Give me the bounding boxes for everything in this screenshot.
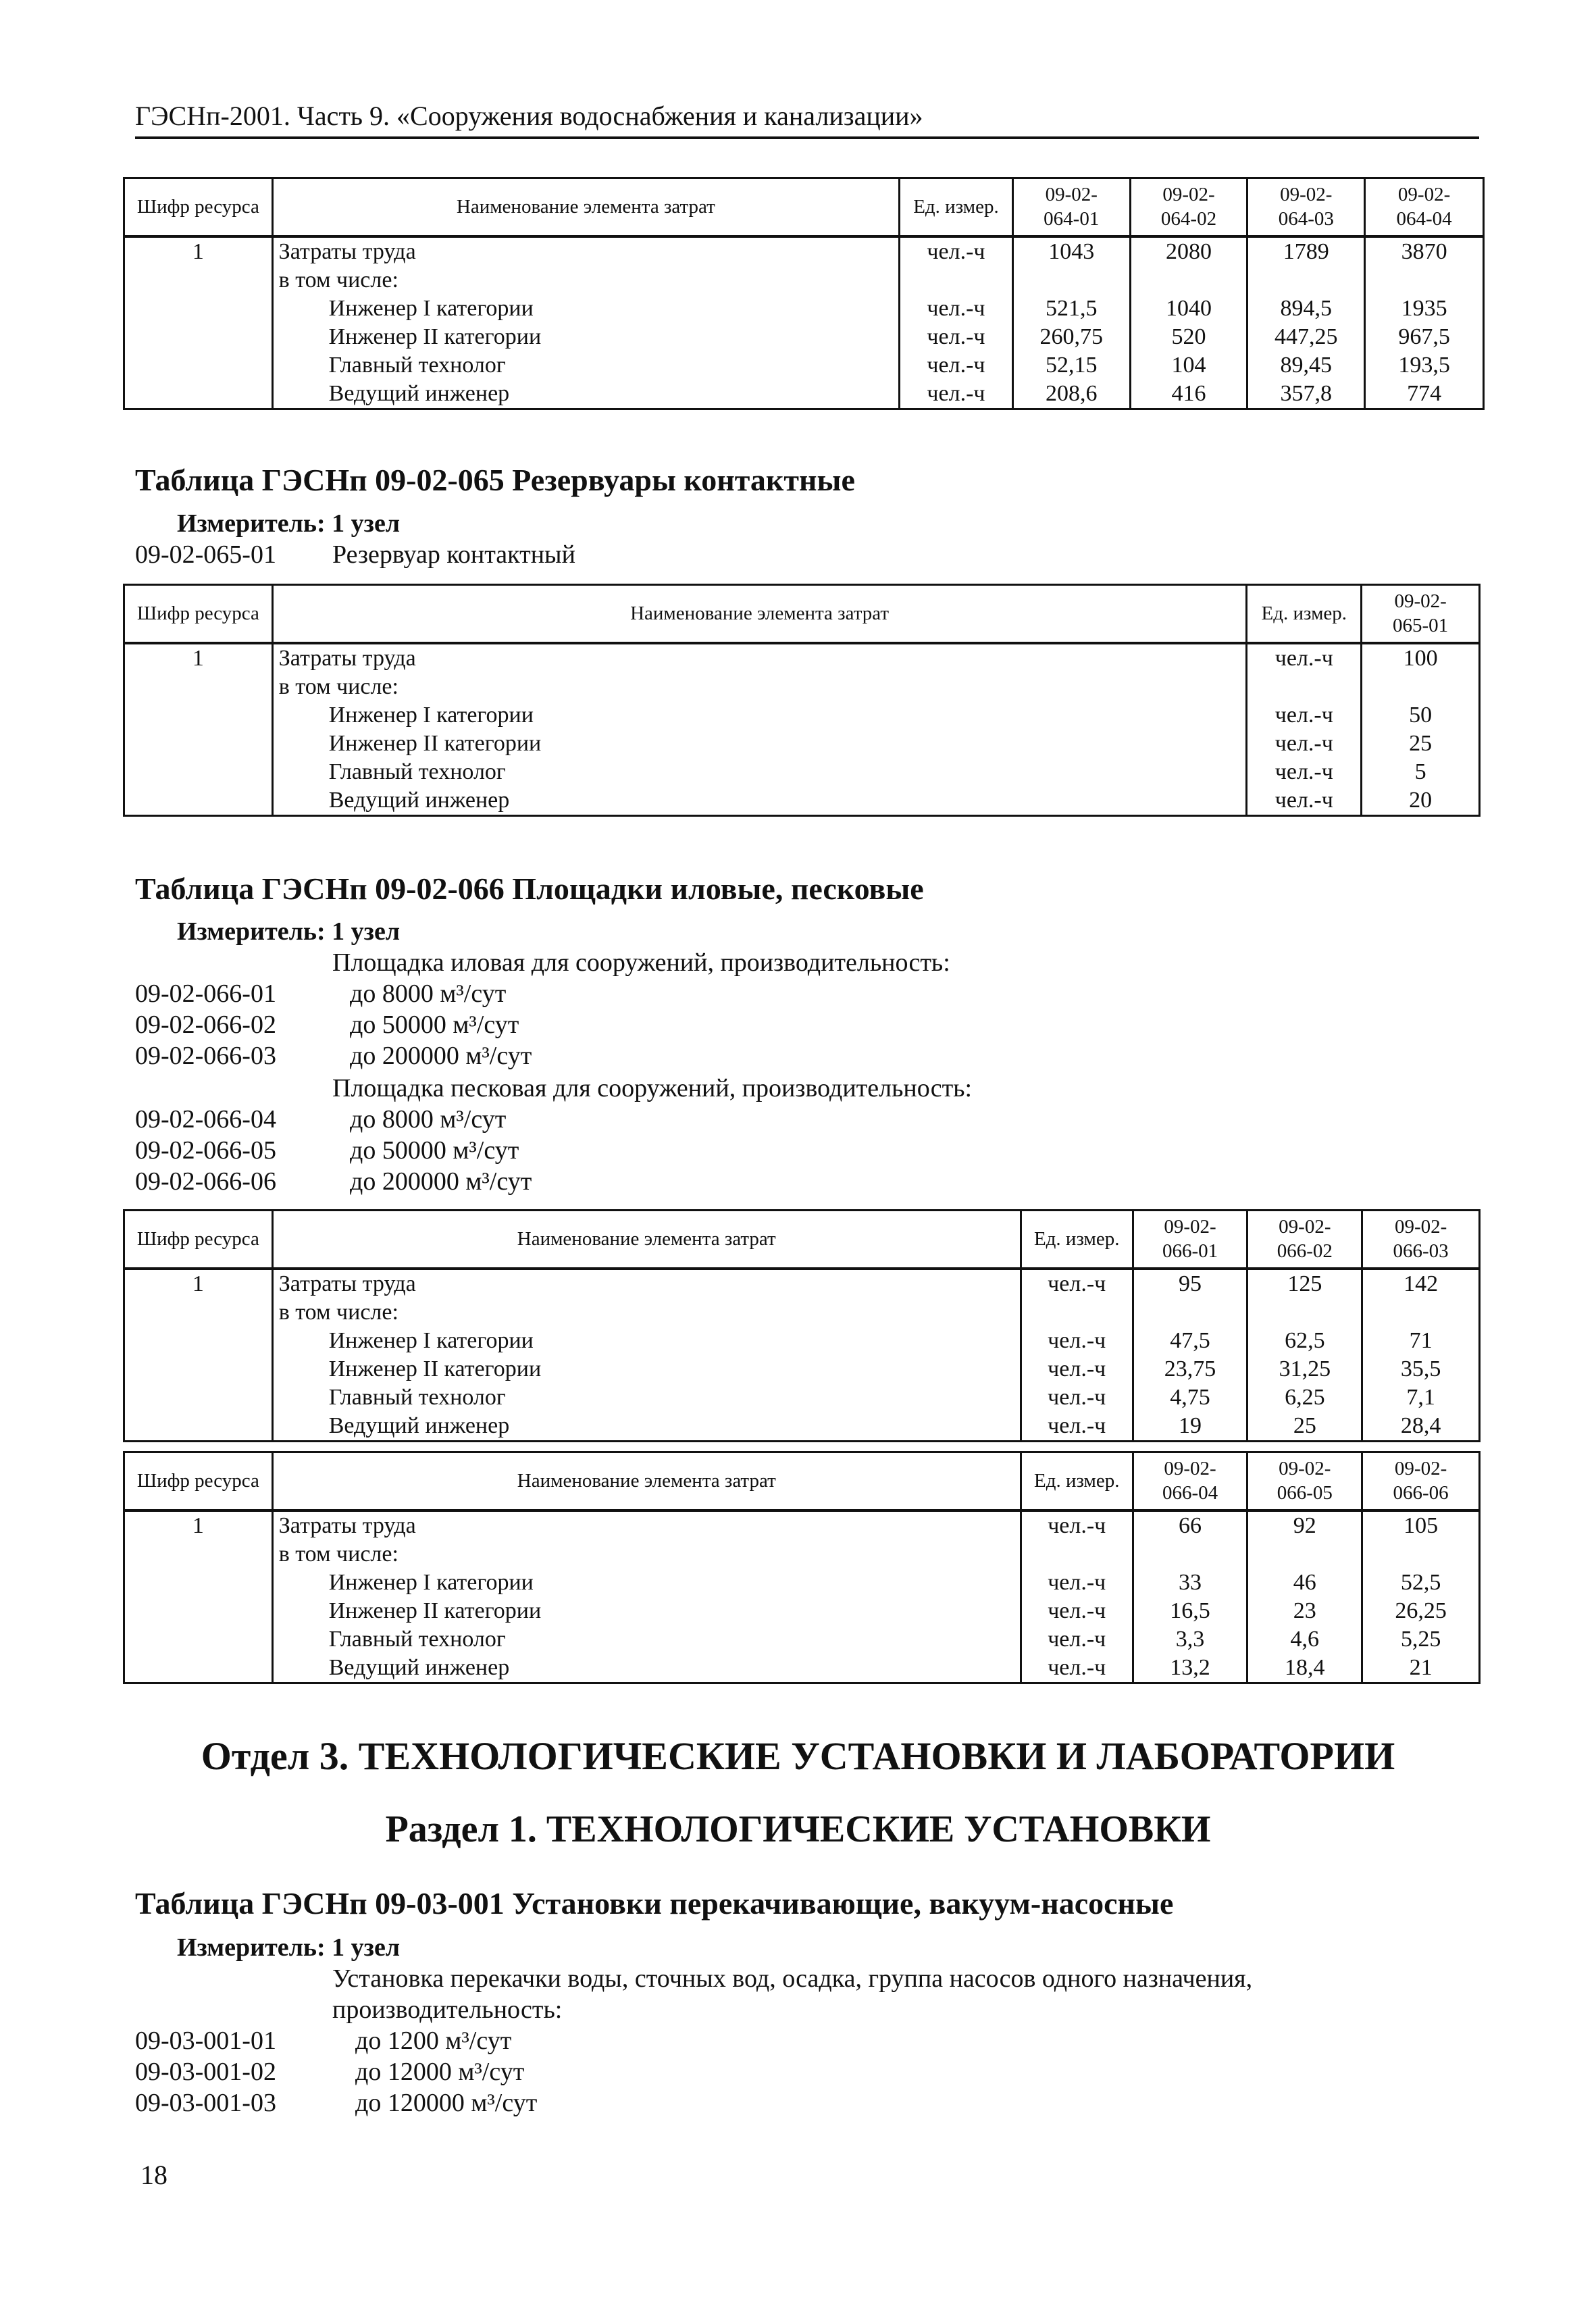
cost-element-name: в том числе: [278,673,398,699]
unit-value: чел.-ч [1275,702,1333,728]
norm-value: 35,5 [1400,1356,1441,1381]
group-1-label: Площадка иловая для сооружений, производительность: [332,948,950,977]
norm-value: 4,6 [1290,1626,1320,1652]
cost-element-cell [272,1510,1021,1683]
norm-value: 1789 [1283,238,1329,264]
table-301-measure: Измеритель: 1 узел [177,1933,401,1962]
norm-value: 52,5 [1400,1569,1441,1595]
header-resource-code: Шифр ресурса [124,1452,273,1510]
cost-element-name: Главный технолог [328,352,506,378]
norm-value: 23 [1293,1598,1316,1623]
item-name: до 120000 м³/сут [355,2089,538,2117]
table-066-title: Таблица ГЭСНп 09-02-066 Площадки иловые, песковые [135,871,924,906]
cost-element-name: Инженер I категории [328,1569,534,1595]
unit-value: чел.-ч [927,380,985,406]
norm-value: 104 [1171,352,1206,378]
cost-element-name: в том числе: [278,1541,398,1567]
unit-value: чел.-ч [1048,1327,1106,1353]
resource-code: 1 [192,1271,204,1296]
cost-element-name: Главный технолог [328,1384,506,1410]
value-cell [1362,643,1480,816]
norm-value: 193,5 [1398,352,1450,378]
norm-value [1137,266,1241,295]
item-code: 09-03-001-02 [135,2058,276,2086]
value-cell [1362,1269,1480,1442]
resource-code: 1 [192,645,204,671]
norm-value: 21 [1409,1654,1433,1680]
norm-value: 100 [1403,645,1438,671]
norm-value: 1935 [1401,295,1447,321]
table-064 [123,177,1485,410]
unit-value: чел.-ч [1275,759,1333,784]
item-name: Резервуар контактный [332,540,575,569]
cost-element-name: Затраты труда [278,645,416,671]
unit-cell [900,236,1013,409]
item-name: до 1200 м³/сут [355,2027,512,2055]
norm-value: 105 [1404,1513,1439,1538]
cost-element-name: Инженер II категории [328,730,542,756]
header-unit: Ед. измер. [1021,1211,1133,1269]
header-resource-code: Шифр ресурса [124,585,273,643]
value-cell [1247,1269,1362,1442]
unit-value: чел.-ч [927,352,985,378]
cost-element-cell [272,1269,1021,1442]
header-norm-code: 09-02- 064-04 [1365,178,1484,236]
norm-value [1368,1540,1473,1569]
norm-value: 520 [1171,324,1206,349]
item-name: до 200000 м³/сут [350,1167,532,1196]
norm-value: 92 [1293,1513,1316,1538]
norm-value: 774 [1407,380,1442,406]
header-norm-code: 09-02- 066-01 [1133,1211,1247,1269]
norm-value [1139,1298,1241,1327]
norm-value: 20 [1409,787,1433,813]
cost-element-name: Ведущий инженер [328,1413,510,1438]
norm-value [1254,1298,1356,1327]
section-otdel-title: Отдел 3. ТЕХНОЛОГИЧЕСКИЕ УСТАНОВКИ И ЛАБОРАТОРИИ [201,1734,1395,1778]
header-resource-code: Шифр ресурса [124,178,273,236]
norm-value: 4,75 [1170,1384,1210,1410]
unit-cell [1247,643,1362,816]
cost-element-name: Ведущий инженер [328,1654,510,1680]
norm-value: 50 [1409,702,1433,728]
norm-value: 2080 [1166,238,1212,264]
item-name: до 50000 м³/сут [350,1011,519,1039]
resource-code-cell [124,643,273,816]
norm-value: 25 [1293,1413,1316,1438]
value-cell [1133,1269,1247,1442]
item-code: 09-03-001-01 [135,2027,276,2055]
header-unit: Ед. измер. [1021,1452,1133,1510]
unit-value: чел.-ч [927,295,985,321]
norm-value: 26,25 [1395,1598,1447,1623]
norm-value: 1043 [1048,238,1095,264]
header-resource-code: Шифр ресурса [124,1211,273,1269]
norm-value: 23,75 [1164,1356,1216,1381]
norm-value [1371,266,1477,295]
item-name: до 8000 м³/сут [350,1105,507,1134]
cost-element-name: Ведущий инженер [328,787,510,813]
unit-value: чел.-ч [1048,1413,1106,1438]
norm-value [1368,673,1473,701]
cost-element-name: Ведущий инженер [328,380,510,406]
norm-value: 31,25 [1279,1356,1331,1381]
cost-element-name: Затраты труда [278,238,416,264]
norm-value: 142 [1404,1271,1439,1296]
table-row [124,643,1480,816]
norm-value: 6,25 [1285,1384,1325,1410]
cost-element-name: в том числе: [278,267,398,293]
resource-code-cell [124,1269,273,1442]
table-065 [123,584,1481,817]
item-code: 09-02-066-05 [135,1136,276,1165]
item-name: до 200000 м³/сут [350,1042,532,1070]
norm-value [1139,1540,1241,1569]
norm-value: 66 [1179,1513,1202,1538]
norm-value: 416 [1171,380,1206,406]
norm-value [1254,1540,1356,1569]
item-code: 09-02-066-01 [135,980,276,1008]
norm-value: 3,3 [1175,1626,1205,1652]
norm-value: 894,5 [1280,295,1333,321]
item-name: до 8000 м³/сут [350,980,507,1008]
cost-element-name: Затраты труда [278,1513,416,1538]
header-norm-code: 09-02- 064-01 [1012,178,1130,236]
norm-value: 5 [1414,759,1426,784]
item-name: до 50000 м³/сут [350,1136,519,1165]
cost-element-name: Инженер II категории [328,1356,542,1381]
unit-cell [1021,1269,1133,1442]
unit-value: чел.-ч [927,238,985,264]
header-norm-code: 09-02- 066-05 [1247,1452,1362,1510]
resource-code-cell [124,1510,273,1683]
norm-value: 89,45 [1280,352,1333,378]
norm-value: 18,4 [1285,1654,1325,1680]
cost-element-name: Затраты труда [278,1271,416,1296]
cost-element-name: Инженер I категории [328,702,534,728]
unit-value: чел.-ч [1275,730,1333,756]
unit-value [906,266,1006,295]
item-code: 09-02-066-06 [135,1167,276,1196]
norm-value: 46 [1293,1569,1316,1595]
norm-value: 7,1 [1406,1384,1435,1410]
table-066-a [123,1209,1481,1442]
unit-value [1027,1540,1127,1569]
item-description-cont: производительность: [332,1996,563,2024]
resource-code-cell [124,236,273,409]
norm-value: 967,5 [1398,324,1450,349]
resource-code: 1 [192,1513,204,1538]
unit-value: чел.-ч [1048,1384,1106,1410]
norm-value: 16,5 [1170,1598,1210,1623]
norm-value: 447,25 [1275,324,1338,349]
item-code: 09-02-065-01 [135,540,276,569]
cost-element-name: в том числе: [278,1299,398,1325]
header-norm-code: 09-02- 066-06 [1362,1452,1480,1510]
value-cell [1130,236,1247,409]
resource-code: 1 [192,238,204,264]
value-cell [1133,1510,1247,1683]
unit-value [1027,1298,1127,1327]
cost-element-name: Инженер II категории [328,1598,542,1623]
header-cost-element: Наименование элемента затрат [272,178,899,236]
norm-value: 95 [1179,1271,1202,1296]
cost-element-name: Главный технолог [328,1626,506,1652]
cost-element-cell [272,643,1247,816]
unit-value: чел.-ч [1048,1569,1106,1595]
group-2-label: Площадка песковая для сооружений, производительность: [332,1074,973,1102]
value-cell [1247,236,1365,409]
table-row [124,236,1484,409]
header-unit: Ед. измер. [900,178,1013,236]
cost-element-name: Главный технолог [328,759,506,784]
norm-value: 33 [1179,1569,1202,1595]
header-norm-code: 09-02- 065-01 [1362,585,1480,643]
unit-value: чел.-ч [1048,1513,1106,1538]
unit-value: чел.-ч [1048,1626,1106,1652]
norm-value: 25 [1409,730,1433,756]
unit-value: чел.-ч [1275,787,1333,813]
table-row [124,1269,1480,1442]
unit-value: чел.-ч [927,324,985,349]
norm-value [1368,1298,1473,1327]
value-cell [1365,236,1484,409]
header-norm-code: 09-02- 066-03 [1362,1211,1480,1269]
item-name: до 12000 м³/сут [355,2058,525,2086]
norm-value [1019,266,1124,295]
norm-value: 62,5 [1285,1327,1325,1353]
header-cost-element: Наименование элемента затрат [272,585,1247,643]
table-066-b [123,1451,1481,1684]
norm-value: 28,4 [1400,1413,1441,1438]
item-description: Установка перекачки воды, сточных вод, осадка, группа насосов одного назначения, [332,1964,1253,1993]
table-065-title: Таблица ГЭСНп 09-02-065 Резервуары контактные [135,463,855,497]
norm-value: 208,6 [1046,380,1098,406]
table-066-measure: Измеритель: 1 узел [177,917,401,946]
page-number: 18 [140,2160,168,2190]
header-norm-code: 09-02- 066-04 [1133,1452,1247,1510]
value-cell [1362,1510,1480,1683]
norm-value: 13,2 [1170,1654,1210,1680]
table-301-title: Таблица ГЭСНп 09-03-001 Установки перекачивающие, вакуум-насосные [135,1886,1174,1921]
unit-value [1253,673,1355,701]
header-norm-code: 09-02- 064-03 [1247,178,1365,236]
unit-cell [1021,1510,1133,1683]
norm-value [1254,266,1358,295]
norm-value: 5,25 [1400,1626,1441,1652]
cost-element-cell [272,236,899,409]
header-norm-code: 09-02- 064-02 [1130,178,1247,236]
header-cost-element: Наименование элемента затрат [272,1211,1021,1269]
norm-value: 52,15 [1046,352,1098,378]
norm-value: 260,75 [1039,324,1103,349]
norm-value: 521,5 [1046,295,1098,321]
unit-value: чел.-ч [1048,1598,1106,1623]
cost-element-name: Инженер I категории [328,1327,534,1353]
value-cell [1012,236,1130,409]
cost-element-name: Инженер II категории [328,324,542,349]
norm-value: 357,8 [1280,380,1333,406]
item-code: 09-03-001-03 [135,2089,276,2117]
header-unit: Ед. измер. [1247,585,1362,643]
value-cell [1247,1510,1362,1683]
unit-value: чел.-ч [1048,1356,1106,1381]
header-norm-code: 09-02- 066-02 [1247,1211,1362,1269]
norm-value: 1040 [1166,295,1212,321]
norm-value: 47,5 [1170,1327,1210,1353]
norm-value: 19 [1179,1413,1202,1438]
item-code: 09-02-066-02 [135,1011,276,1039]
norm-value: 125 [1287,1271,1322,1296]
unit-value: чел.-ч [1048,1654,1106,1680]
norm-value: 71 [1409,1327,1433,1353]
cost-element-name: Инженер I категории [328,295,534,321]
section-razdel-title: Раздел 1. ТЕХНОЛОГИЧЕСКИЕ УСТАНОВКИ [385,1808,1211,1850]
item-code: 09-02-066-04 [135,1105,276,1134]
item-code: 09-02-066-03 [135,1042,276,1070]
unit-value: чел.-ч [1275,645,1333,671]
norm-value: 3870 [1401,238,1447,264]
header-cost-element: Наименование элемента затрат [272,1452,1021,1510]
table-row [124,1510,1480,1683]
table-065-measure: Измеритель: 1 узел [177,509,401,538]
unit-value: чел.-ч [1048,1271,1106,1296]
running-header: ГЭСНп-2001. Часть 9. «Сооружения водоснабжения и канализации» [135,100,1479,139]
